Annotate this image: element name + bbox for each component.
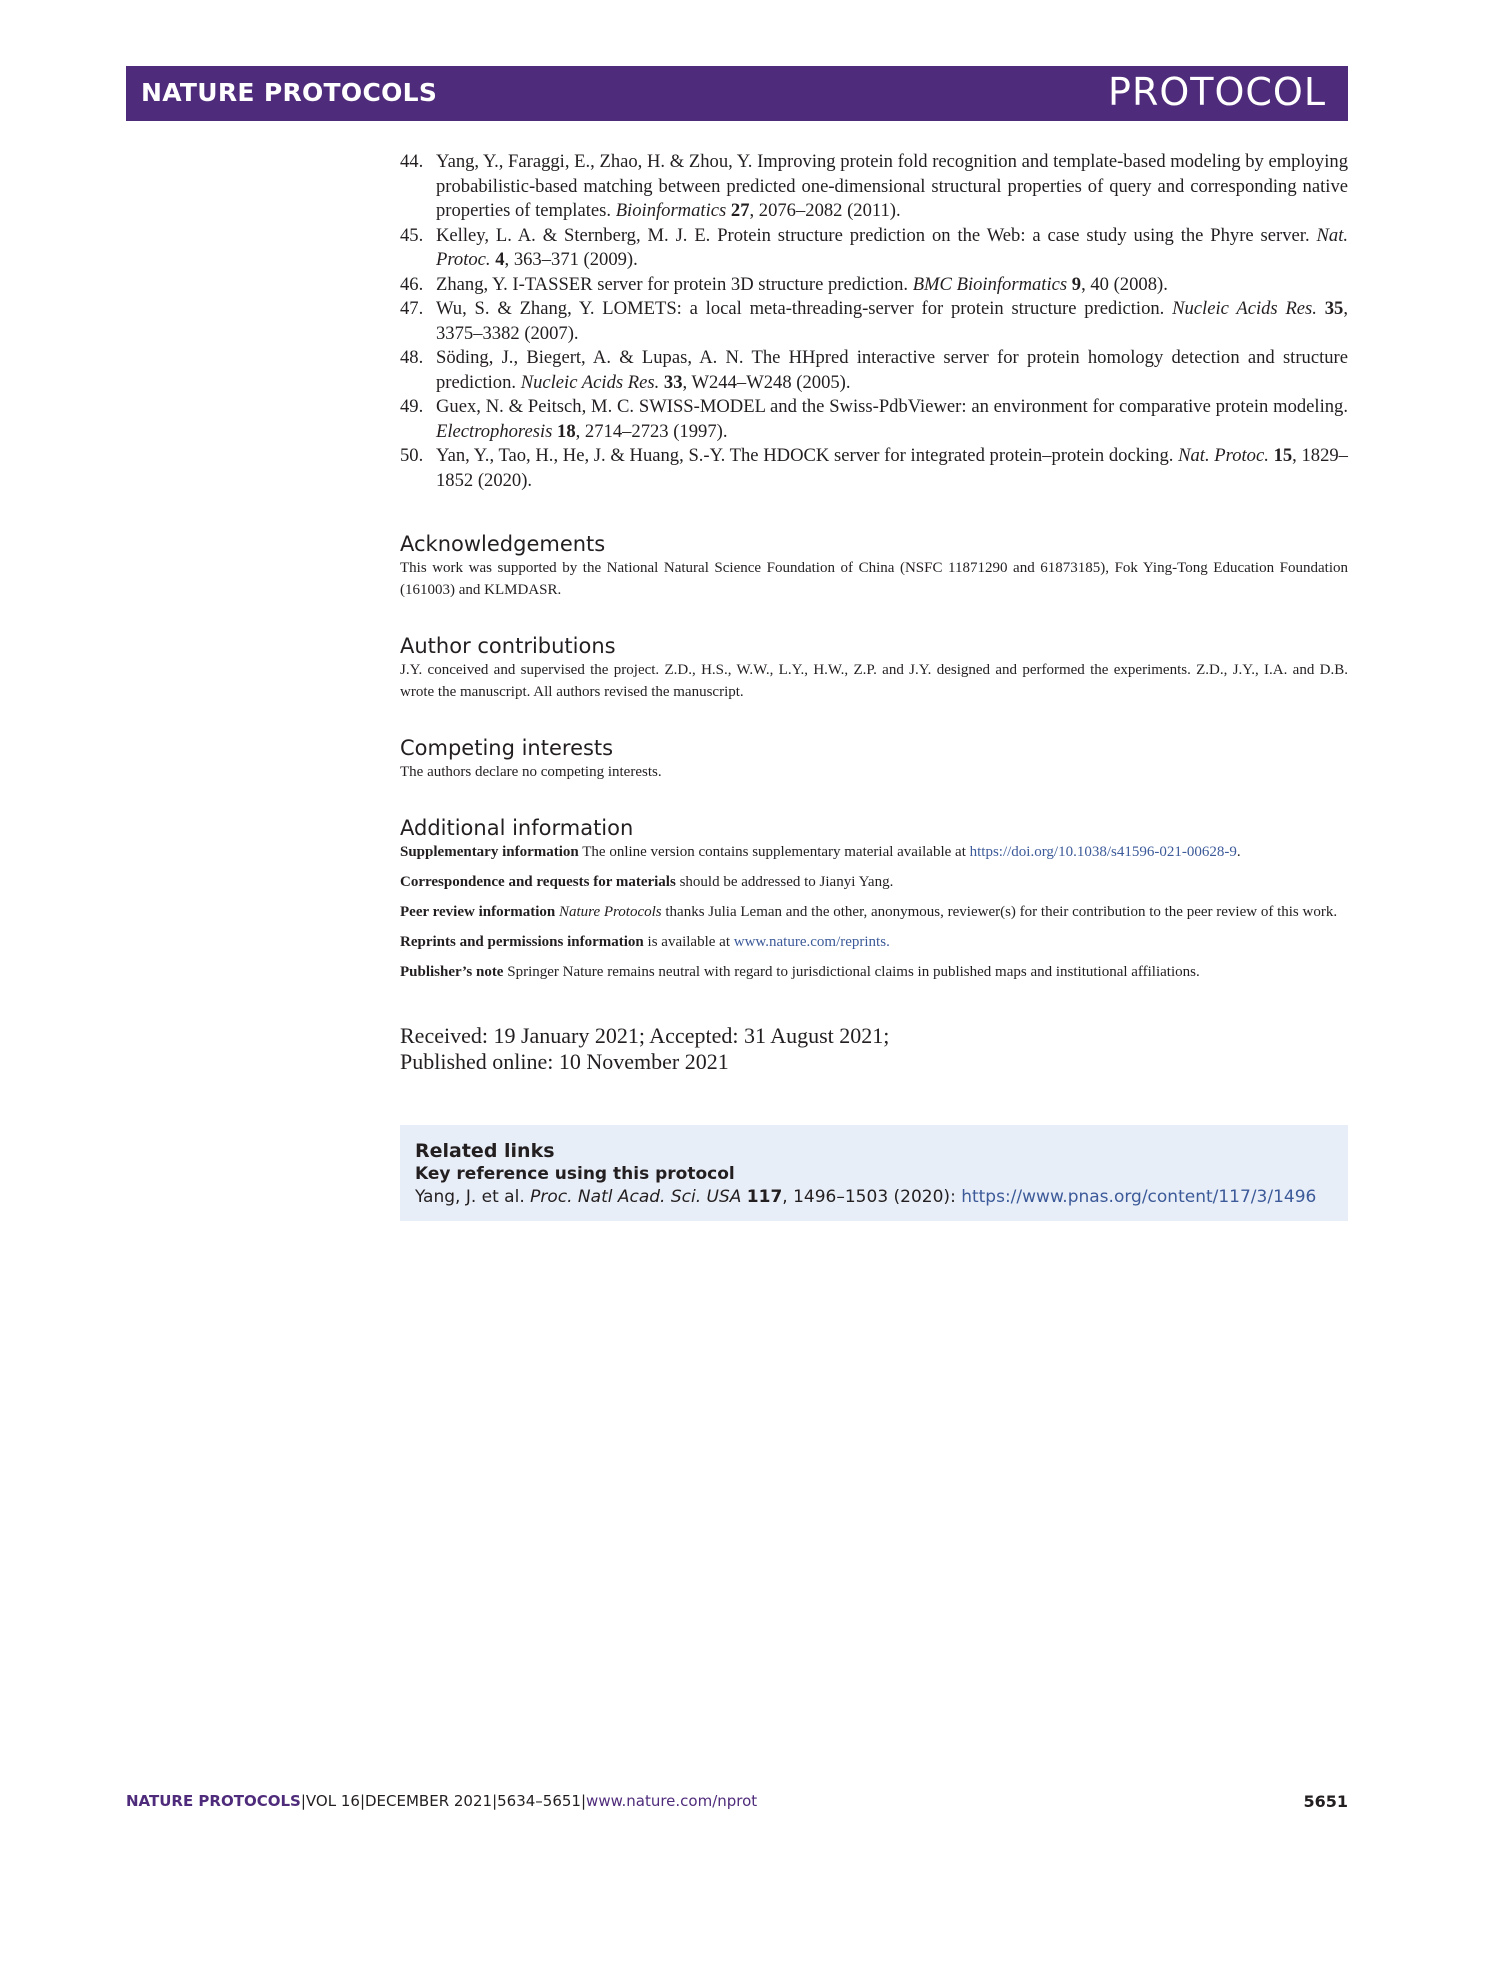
reference-number: 49. xyxy=(400,396,424,417)
reference-number: 48. xyxy=(400,347,424,368)
peer-review-label: Peer review information xyxy=(400,904,556,920)
related-links-title: Related links xyxy=(415,1140,555,1162)
publisher-note-label: Publisher’s note xyxy=(400,964,504,980)
reference-journal: Bioinformatics xyxy=(615,200,727,221)
footer-separator: | xyxy=(492,1792,498,1810)
reference-journal: Nucleic Acids Res. xyxy=(520,371,660,393)
footer-citation xyxy=(126,1792,757,1810)
supplementary-end: . xyxy=(1236,844,1241,860)
reference-item xyxy=(400,224,1348,273)
competing-interests-section xyxy=(400,735,1348,783)
reference-number: 45. xyxy=(400,224,424,246)
related-reference-pages: , 1496–1503 (2020): xyxy=(782,1187,962,1207)
peer-review-information xyxy=(400,901,1348,923)
footer-website-link[interactable]: www.nature.com/nprot xyxy=(586,1792,758,1810)
reference-authors: Zhang, Y. I-TASSER server for protein 3D structure prediction. xyxy=(436,273,909,295)
reference-item xyxy=(400,444,1348,493)
main-content xyxy=(400,150,1348,1221)
correspondence-label: Correspondence and requests for materials xyxy=(400,874,676,890)
reference-item xyxy=(400,395,1348,444)
reference-number: 47. xyxy=(400,298,424,319)
reference-number: 46. xyxy=(400,273,424,295)
supplementary-information xyxy=(400,841,1348,863)
publisher-note xyxy=(400,961,1348,983)
article-type: PROTOCOL xyxy=(1108,70,1326,114)
acknowledgements-heading: Acknowledgements xyxy=(400,532,606,556)
reference-pages: , 1829–1852 (2020). xyxy=(436,445,1348,491)
footer-pages: 5634–5651 xyxy=(497,1792,581,1810)
related-links-box xyxy=(400,1125,1348,1221)
footer-separator: | xyxy=(300,1792,306,1810)
peer-review-journal: Nature Protocols xyxy=(555,904,662,920)
footer-separator: | xyxy=(359,1792,365,1810)
received-accepted-dates: Received: 19 January 2021; Accepted: 31 August 2021; xyxy=(400,1023,890,1048)
reprints-information xyxy=(400,931,1348,953)
acknowledgements-text: This work was supported by the National Natural Science Foundation of China (NSFC 11871290 and 61873185), Fok Ying-Tong Education Foundation (161003) and KLMDASR. xyxy=(400,560,1348,598)
reprints-label: Reprints and permissions information xyxy=(400,934,644,950)
reference-volume: 9 xyxy=(1071,273,1082,295)
reference-volume: 18 xyxy=(557,420,576,442)
reference-journal: BMC Bioinformatics xyxy=(912,273,1068,295)
reprints-text: is available at xyxy=(643,934,734,950)
page-number: 5651 xyxy=(1303,1792,1348,1811)
reference-item xyxy=(400,297,1348,346)
related-links-subtitle: Key reference using this protocol xyxy=(415,1164,735,1184)
reference-journal: Nat. Protoc. xyxy=(1178,445,1269,466)
reference-authors: Wu, S. & Zhang, Y. LOMETS: a local meta-threading-server for protein structure prediction. xyxy=(436,298,1165,319)
footer-volume: VOL 16 xyxy=(305,1792,360,1810)
footer-journal-name: NATURE PROTOCOLS xyxy=(126,1792,301,1810)
reference-authors: Guex, N. & Peitsch, M. C. SWISS-MODEL and the Swiss-PdbViewer: an environment for comparative protein modeling. xyxy=(436,396,1348,417)
author-contributions-heading: Author contributions xyxy=(400,634,616,658)
reference-journal: Electrophoresis xyxy=(436,420,553,442)
reference-item xyxy=(400,150,1348,224)
footer-date: DECEMBER 2021 xyxy=(365,1792,493,1810)
related-reference-volume: 117 xyxy=(746,1187,783,1207)
reference-journal: Nucleic Acids Res. xyxy=(1172,298,1317,319)
correspondence-text: should be addressed to Jianyi Yang. xyxy=(675,874,894,890)
reference-pages: , 40 (2008). xyxy=(1081,273,1168,295)
author-contributions-text: J.Y. conceived and supervised the project. Z.D., H.S., W.W., L.Y., H.W., Z.P. and J.Y. designed and performed the experiments. Z.D., J.Y., I.A. and D.B. wrote the manuscript. All authors revised the manuscript. xyxy=(400,662,1348,700)
reference-volume: 27 xyxy=(730,200,750,221)
journal-header-bar xyxy=(126,66,1348,121)
acknowledgements-section xyxy=(400,531,1348,601)
reference-pages: , 3375–3382 (2007). xyxy=(436,298,1348,344)
reference-journal: Nat. Protoc. xyxy=(436,224,1349,270)
related-reference-authors: Yang, J. et al. xyxy=(415,1187,531,1207)
supplementary-doi-link[interactable]: https://doi.org/10.1038/s41596-021-00628-9 xyxy=(969,844,1237,860)
reference-list xyxy=(400,150,1348,493)
supplementary-text: The online version contains supplementary material available at xyxy=(578,844,970,860)
competing-interests-heading: Competing interests xyxy=(400,736,614,760)
related-reference-journal: Proc. Natl Acad. Sci. USA xyxy=(530,1187,742,1207)
reference-item xyxy=(400,273,1348,298)
additional-information-section xyxy=(400,815,1348,983)
supplementary-label: Supplementary information xyxy=(400,844,579,860)
reference-volume: 35 xyxy=(1324,298,1344,319)
reference-authors: Söding, J., Biegert, A. & Lupas, A. N. The HHpred interactive server for protein homology detection and structure prediction. xyxy=(436,347,1348,393)
reference-volume: 4 xyxy=(495,249,505,270)
reference-pages: , 2714–2723 (1997). xyxy=(575,420,728,442)
reference-number: 50. xyxy=(400,445,424,466)
reference-volume: 15 xyxy=(1273,445,1293,466)
related-reference xyxy=(415,1185,1333,1209)
additional-information-heading: Additional information xyxy=(400,816,634,840)
reference-item xyxy=(400,346,1348,395)
page-footer xyxy=(126,1792,1348,1816)
footer-separator: | xyxy=(580,1792,587,1810)
publication-dates xyxy=(400,1023,1348,1075)
reference-number: 44. xyxy=(400,151,424,172)
reference-pages: , W244–W248 (2005). xyxy=(682,371,851,393)
competing-interests-text: The authors declare no competing interests. xyxy=(400,764,662,780)
reprints-link[interactable]: www.nature.com/reprints. xyxy=(733,934,890,950)
publisher-note-text: Springer Nature remains neutral with regard to jurisdictional claims in published maps and institutional affiliations. xyxy=(503,964,1200,980)
reference-pages: , 2076–2082 (2011). xyxy=(749,200,901,221)
reference-volume: 33 xyxy=(663,371,683,393)
author-contributions-section xyxy=(400,633,1348,703)
journal-name: NATURE PROTOCOLS xyxy=(141,78,438,107)
peer-review-text: thanks Julia Leman and the other, anonymous, reviewer(s) for their contribution to the peer review of this work. xyxy=(661,904,1338,920)
reference-pages: , 363–371 (2009). xyxy=(504,249,638,270)
published-online-date: Published online: 10 November 2021 xyxy=(400,1049,729,1074)
related-reference-link[interactable]: https://www.pnas.org/content/117/3/1496 xyxy=(961,1187,1317,1207)
reference-authors: Kelley, L. A. & Sternberg, M. J. E. Protein structure prediction on the Web: a case study using the Phyre server. xyxy=(436,224,1310,246)
reference-authors: Yan, Y., Tao, H., He, J. & Huang, S.-Y. The HDOCK server for integrated protein–protein docking. xyxy=(436,445,1174,466)
correspondence-information xyxy=(400,871,1348,893)
reference-authors: Yang, Y., Faraggi, E., Zhao, H. & Zhou, Y. Improving protein fold recognition and template-based modeling by employing probabilistic-based matching between predicted one-dimensional structural properties of query and corresponding native properties of templates. xyxy=(436,151,1348,221)
